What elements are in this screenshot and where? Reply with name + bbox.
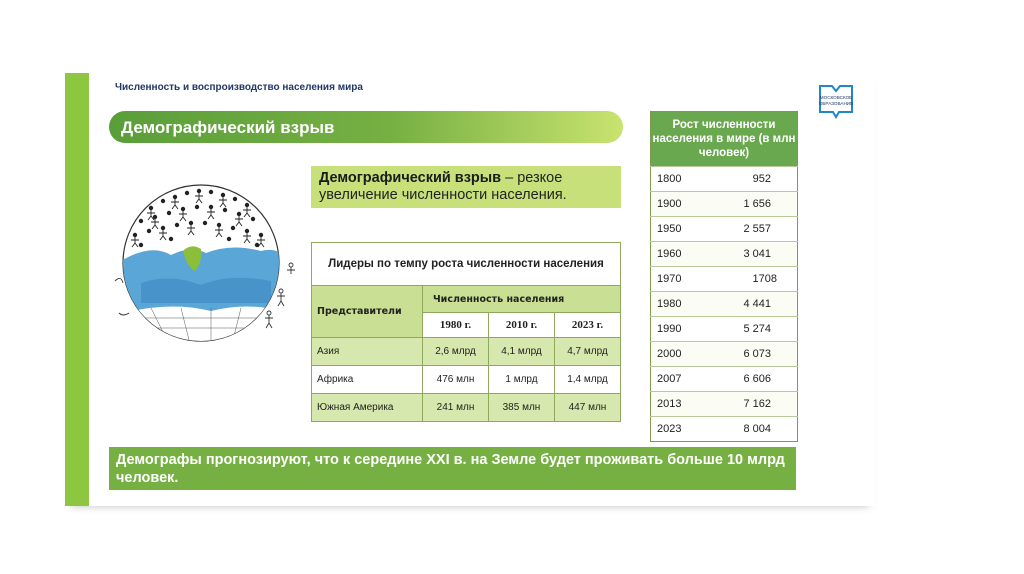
table-row xyxy=(651,317,798,342)
table-row xyxy=(651,392,798,417)
row-value: 1,4 млрд xyxy=(554,366,620,394)
table-row xyxy=(312,394,621,422)
section-banner xyxy=(109,111,623,143)
logo-line1: МОСКОВСКОЕ xyxy=(819,95,853,100)
row-value: 4,7 млрд xyxy=(554,338,620,366)
leaders-header-row xyxy=(312,286,621,313)
table-row xyxy=(312,338,621,366)
row-value: 1708 xyxy=(724,267,798,292)
table-row xyxy=(651,292,798,317)
row-value: 241 млн xyxy=(423,394,489,422)
year-1980: 1980 г. xyxy=(423,313,489,338)
row-value: 447 млн xyxy=(554,394,620,422)
globe-crowd-illustration xyxy=(111,173,301,353)
row-value: 4 441 xyxy=(724,292,798,317)
growth-table xyxy=(650,111,798,442)
row-year: 1900 xyxy=(651,192,725,217)
row-name: Азия xyxy=(312,338,423,366)
year-2010: 2010 г. xyxy=(488,313,554,338)
row-value: 7 162 xyxy=(724,392,798,417)
table-row xyxy=(651,417,798,442)
row-value: 1 656 xyxy=(724,192,798,217)
row-value: 8 004 xyxy=(724,417,798,442)
row-year: 1970 xyxy=(651,267,725,292)
row-value: 6 606 xyxy=(724,367,798,392)
forecast-box xyxy=(109,447,796,490)
row-year: 2007 xyxy=(651,367,725,392)
row-value: 1 млрд xyxy=(488,366,554,394)
row-value: 3 041 xyxy=(724,242,798,267)
leaders-title: Лидеры по темпу роста численности населения xyxy=(312,243,621,286)
row-year: 2000 xyxy=(651,342,725,367)
table-row xyxy=(651,167,798,192)
growth-header-row xyxy=(651,112,798,167)
row-value: 385 млн xyxy=(488,394,554,422)
row-value: 2,6 млрд xyxy=(423,338,489,366)
row-value: 476 млн xyxy=(423,366,489,394)
table-row xyxy=(651,267,798,292)
row-year: 1960 xyxy=(651,242,725,267)
definition-term: Демографический взрыв xyxy=(319,170,502,186)
row-value: 5 274 xyxy=(724,317,798,342)
row-value: 4,1 млрд xyxy=(488,338,554,366)
forecast-text: Демографы прогнозируют, что к середине XXI в. на Земле будет проживать больше 10 млрд человек. xyxy=(116,452,785,486)
slide xyxy=(65,73,875,506)
row-year: 1990 xyxy=(651,317,725,342)
col-population: Численность населения xyxy=(423,286,621,313)
leaders-table xyxy=(311,242,621,422)
moscow-education-logo xyxy=(816,82,856,122)
row-name: Южная Америка xyxy=(312,394,423,422)
table-row xyxy=(651,192,798,217)
row-year: 1980 xyxy=(651,292,725,317)
year-2023: 2023 г. xyxy=(554,313,620,338)
table-row xyxy=(651,342,798,367)
row-year: 1800 xyxy=(651,167,725,192)
row-year: 2013 xyxy=(651,392,725,417)
row-name: Африка xyxy=(312,366,423,394)
table-row xyxy=(651,242,798,267)
definition-box xyxy=(311,166,621,208)
row-value: 6 073 xyxy=(724,342,798,367)
row-value: 952 xyxy=(724,167,798,192)
logo-line2: ОБРАЗОВАНИЕ xyxy=(818,101,854,106)
leaders-title-row xyxy=(312,243,621,286)
table-row xyxy=(651,367,798,392)
row-year: 2023 xyxy=(651,417,725,442)
growth-title: Рост численности населения в мире (в млн человек) xyxy=(651,112,798,167)
row-value: 2 557 xyxy=(724,217,798,242)
col-representatives: Представители xyxy=(312,286,423,338)
left-accent-bar xyxy=(65,73,89,506)
row-year: 1950 xyxy=(651,217,725,242)
definition-text: – резкое увеличение численности населения. xyxy=(319,170,567,203)
table-row xyxy=(651,217,798,242)
banner-title: Демографический взрыв xyxy=(121,118,335,137)
slide-subtitle: Численность и воспроизводство населения мира xyxy=(115,82,363,93)
table-row xyxy=(312,366,621,394)
